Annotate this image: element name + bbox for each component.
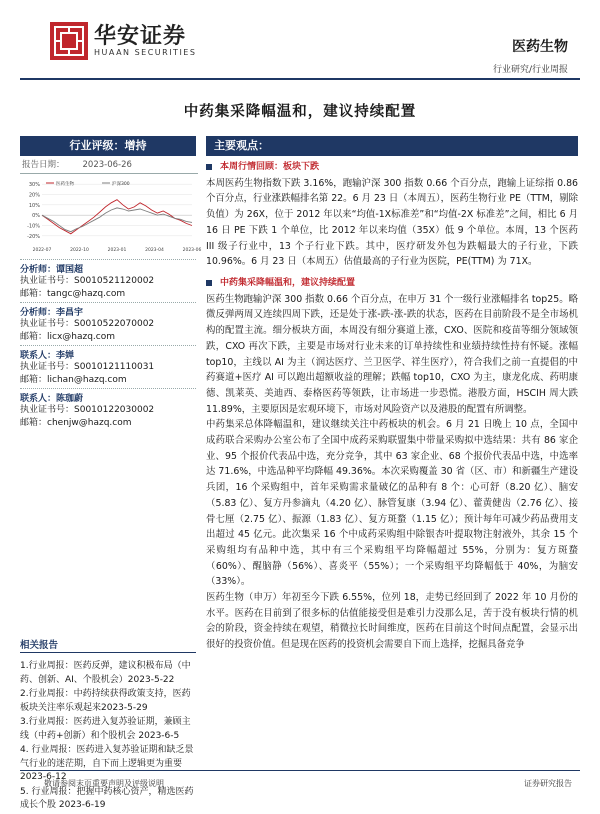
bullet-square-icon: [206, 280, 212, 286]
contact-email[interactable]: 邮箱：chenjw@hazq.com: [20, 418, 132, 428]
section-tcm-procurement: [206, 276, 578, 653]
analyst-license: 执业证书号：S0010522070002: [20, 319, 155, 329]
related-reports-title: 相关报告: [20, 640, 59, 651]
legend-label: 医药生物: [56, 182, 74, 187]
brand-logo: [50, 22, 196, 60]
contact-license: 执业证书号：S0010121110031: [20, 362, 155, 372]
report-date-label: 报告日期：: [22, 160, 65, 170]
y-tick-label: -10%: [27, 223, 40, 230]
y-tick-label: 0%: [32, 213, 40, 220]
contact-license: 执业证书号：S0010122030002: [20, 405, 155, 415]
analyst-name: 分析师：李昌宇: [20, 302, 196, 318]
x-tick-label: 2022-10: [70, 248, 89, 253]
main-points-heading: 主要观点：: [206, 136, 578, 156]
contact-name: 联系人：李婵: [20, 345, 196, 361]
analyst-entry: [20, 302, 196, 344]
footer-divider: [20, 770, 580, 771]
related-report-item[interactable]: 5. 行业周报：把握中药核心资产，精选医药成长个股 2023-6-19: [20, 786, 194, 810]
y-tick-label: -20%: [27, 233, 40, 240]
x-tick-label: 2023-01: [107, 248, 127, 253]
series-line: [42, 208, 192, 232]
analyst-email[interactable]: 邮箱：tangc@hazq.com: [20, 289, 126, 299]
y-tick-label: 10%: [28, 202, 40, 209]
index-performance-chart: [20, 175, 202, 255]
contact-name: 联系人：陈珈蔚: [20, 388, 196, 404]
page-title: 中药集采降幅温和，建议持续配置: [183, 104, 417, 120]
section-title: 中药集采降幅温和，建议持续配置: [206, 276, 578, 292]
x-tick-label: 2022-07: [32, 248, 52, 253]
footer-label: 证券研究报告: [524, 779, 572, 788]
brand-name-cn: 华安证券: [94, 23, 187, 49]
related-report-item[interactable]: 2.行业周报：中药持续获得政策支持，医药板块关注率乐观起来2023-5-29: [20, 689, 191, 713]
analyst-entry: [20, 345, 196, 387]
section-weekly-review: [206, 160, 578, 270]
section-paragraph: 医药生物（申万）年初至今下跌 6.55%，位列 18，走势已经回到了 2022 年 10 月份的水平。医药在目前到了很多标的估值能接受但是难引力没那么足，苦于没有板块行情的机会的阶段，资金持续在观望，稍微拉长时间维度，医药在目前这个时间点配置，会显示出很好的投资价值。但是现在医药的投资机会需要自下而上选择，挖掘具备竞争: [206, 592, 578, 651]
section-paragraph: 中药集采总体降幅温和，建议继续关注中药板块的机会。6 月 21 日晚上 10 点，全国中成药联合采购办公室公布了全国中成药采购联盟集中带量采购拟中选结果：共有 86 家企业、95 个报价代表品中选，充分竞争，其中 63 家企业、68 个报价代表品中选，中选率达 71.6%，中选品种平均降幅 49.36%。本次采购覆盖 30 省（区、市）和新疆生产建设兵团，16 个采购组中，首年采购需求量破亿的品种有 8 个：心可舒（8.20 亿）、脑安（5.83 亿）、复方丹参滴丸（4.20 亿）、脉管复康（3.94 亿）、藿黄健齿（2.76 亿）、接骨七厘（2.75 亿）、振源（1.83 亿）、复方斑蝥（1.15 亿）；预计每年可减少药品费用支出超过 45 亿元。此次集采 16 个中成药采购组中除银杏叶提取物注射液外，其余 15 个采购组均有品种中选，其中有三个采购组平均降幅超过 55%，分别为：复方斑蝥（60%）、醒脑静（56%）、喜炎平（55%）；一个采购组平均降幅低于 40%，为脑安（33%）。: [206, 419, 578, 588]
analyst-list: [20, 258, 196, 430]
seal-icon: [50, 22, 88, 60]
legend-label: 沪深300: [112, 182, 130, 187]
brand-name-en: HUAAN SECURITIES: [94, 48, 197, 57]
bullet-square-icon: [206, 164, 212, 170]
related-report-item[interactable]: 1.行业周报：医药反弹，建议积极布局（中药、创新、AI、个股机会）2023-5-22: [20, 661, 191, 685]
section-text: 本周医药生物指数下跌 3.16%，跑输沪深 300 指数 0.66 个百分点，跑输上证综指 0.86 个百分点，行业涨跌幅排名第 22。6 月 23 日（本周五），医药生物行业 PE（TTM，剔除负值）为 26X，位于 2012 年以来“均值-1X标准差”和“均值-2X 标准差”之间，相比 6 月 16 日 PE 下跌 1 个单位，比 2012 年以来均值（35X）低 9 个单位。本周，13 个医药 III 级子行业中，13 个子行业下跌。其中，医疗研发外包为跌幅最大的子行业，下跌 10.96%。6 月 23 日（本周五）估值最高的子行业为医院，PE(TTM) 为 71X。: [206, 177, 578, 268]
related-report-item[interactable]: 4. 行业周报：医药进入复苏验证期和缺乏景气行业的迷茫期，自下而上逻辑更为重要 2023-6-12: [20, 745, 194, 782]
industry-name: 医药生物: [512, 39, 568, 55]
analyst-name: 分析师：谭国超: [20, 259, 196, 275]
analyst-email[interactable]: 邮箱：licx@hazq.com: [20, 332, 116, 342]
report-date-value: 2023-06-26: [82, 160, 132, 170]
related-divider: [20, 652, 196, 653]
related-report-item[interactable]: 3.行业周报：医药进入复苏验证期，兼顾主线（中药+创新）和个股机会 2023-6-5: [20, 717, 191, 741]
analyst-entry: [20, 388, 196, 430]
analyst-entry: [20, 259, 196, 301]
x-tick-label: 2023-06: [182, 248, 202, 253]
section-title: 本周行情回顾：板块下跌: [206, 160, 578, 176]
y-tick-label: 20%: [28, 192, 40, 199]
report-type: 行业研究/行业周报: [492, 65, 568, 75]
contact-email[interactable]: 邮箱：lichan@hazq.com: [20, 375, 127, 385]
section-paragraph: 医药生物跑输沪深 300 指数 0.66 个百分点，在申万 31 个一级行业涨幅排名 top25。略微反弹两周又连续四周下跌，还是处于涨-跌-涨-跌的状态，医药在目前阶段不是全市场机构的配置主流。细分板块方面，本周没有细分赛道上涨，CXO、医院和疫苗等细分领域领跌，CXO 再次下跌，主要是市场对行业未来的订单持续性和业绩持续性持有怀疑。涨幅 top10，主线以 AI 为主（润达医疗、兰卫医学、祥生医疗），符合我们之前一直提倡的中药赛道+医疗 AI 可以跑出超额收益的理解；跌幅 top10，CXO 为主，康龙化成、药明康德、凯莱英、美迪西、泰格医药等领跌，让市场进一步恐慌。港股方面，HSCIH 周大跌 11.89%，主要原因是宏观环境下，市场对风险资产以及港股的配置有所调整。: [206, 293, 578, 415]
analyst-license: 执业证书号：S0010521120002: [20, 276, 155, 286]
x-tick-label: 2023-04: [145, 248, 164, 253]
header-divider: [20, 78, 580, 80]
chart-svg: [20, 175, 202, 255]
report-date: [20, 158, 198, 174]
y-tick-label: 30%: [28, 182, 40, 189]
industry-rating: 行业评级：增持: [20, 136, 196, 156]
footer-disclaimer: 敬请参阅末页重要声明及评级说明: [44, 779, 164, 788]
related-reports-list: [20, 660, 196, 814]
